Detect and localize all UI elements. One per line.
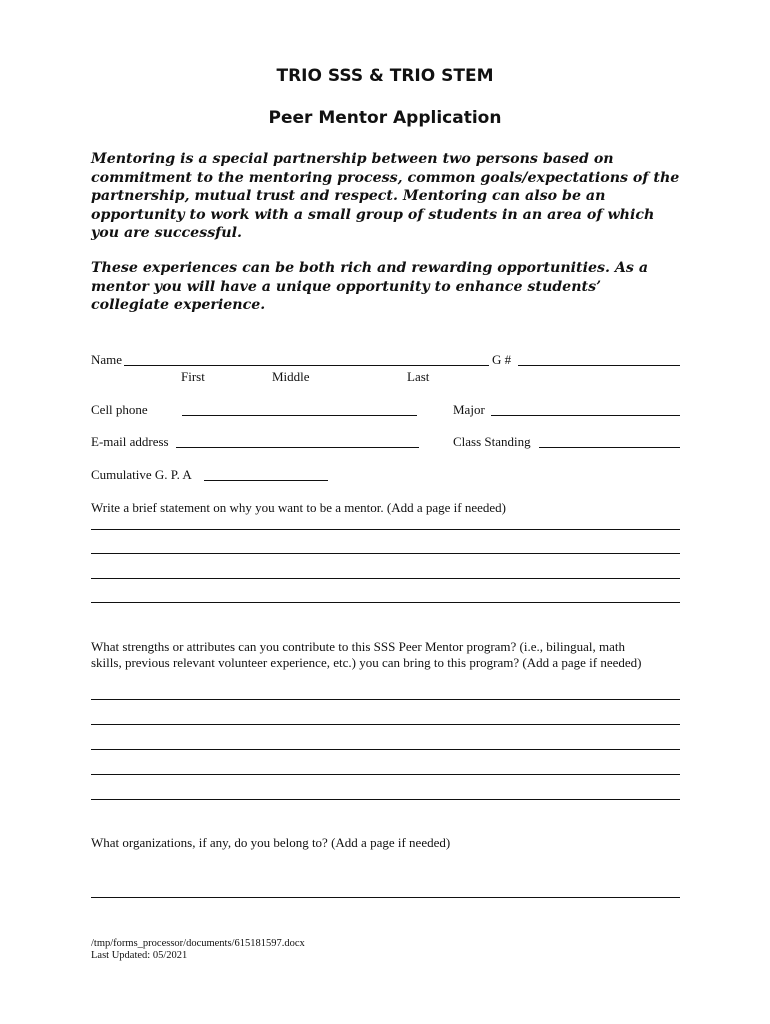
cell-phone-field[interactable] xyxy=(184,399,415,415)
answer-line[interactable] xyxy=(91,699,680,700)
name-label: Name xyxy=(91,352,123,367)
intro-paragraph-2: These experiences can be both rich and rewarding opportunities. As a mentor you will have a unique opportunity to enhance students’ collegiate experience. xyxy=(91,260,649,314)
answer-line[interactable] xyxy=(91,553,680,554)
gnumber-label: G # xyxy=(492,352,512,367)
gpa-label: Cumulative G. P. A xyxy=(91,467,192,482)
footer-last-updated: Last Updated: 05/2021 xyxy=(91,950,188,961)
cell-phone-label: Cell phone xyxy=(91,402,148,417)
answer-line[interactable] xyxy=(91,749,680,750)
answer-line[interactable] xyxy=(91,724,680,725)
question-strengths-line-1: What strengths or attributes can you contribute to this SSS Peer Mentor program? (i.e., bilingual, math xyxy=(91,639,625,654)
question-why-mentor: Write a brief statement on why you want to be a mentor. (Add a page if needed) xyxy=(91,500,506,515)
last-name-caption: Last xyxy=(407,369,430,384)
gpa-field[interactable] xyxy=(206,464,326,480)
answer-line[interactable] xyxy=(91,529,680,530)
answer-line[interactable] xyxy=(91,774,680,775)
footer-file-path: /tmp/forms_processor/documents/615181597.docx xyxy=(91,938,305,949)
question-organizations: What organizations, if any, do you belong to? (Add a page if needed) xyxy=(91,835,451,850)
answer-line[interactable] xyxy=(91,602,680,603)
name-field[interactable] xyxy=(126,349,487,365)
cell-phone-underline xyxy=(182,415,417,416)
form-subtitle: Peer Mentor Application xyxy=(268,108,502,128)
first-name-caption: First xyxy=(181,369,205,384)
name-underline xyxy=(124,365,489,366)
email-underline xyxy=(176,447,419,448)
email-label: E-mail address xyxy=(91,434,169,449)
major-field[interactable] xyxy=(493,399,678,415)
intro-paragraph-1: Mentoring is a special partnership between two persons based on commitment to the mentoring process, common goals/expectations of the partnership, mutual trust and respect. Mentoring can also be an opportunity to work with a small group of students in an area of which you are successful. xyxy=(91,151,680,242)
major-underline xyxy=(491,415,680,416)
answer-line[interactable] xyxy=(91,578,680,579)
gnumber-field[interactable] xyxy=(520,349,678,365)
question-strengths-line-2: skills, previous relevant volunteer experience, etc.) you can bring to this program? (Add a page if needed) xyxy=(91,655,642,670)
gpa-underline xyxy=(204,480,328,481)
middle-name-caption: Middle xyxy=(272,369,310,384)
major-label: Major xyxy=(453,402,485,417)
answer-line[interactable] xyxy=(91,897,680,898)
gnumber-underline xyxy=(518,365,680,366)
class-standing-underline xyxy=(539,447,680,448)
class-standing-field[interactable] xyxy=(541,431,678,447)
form-title: TRIO SSS & TRIO STEM xyxy=(276,66,494,86)
answer-line[interactable] xyxy=(91,799,680,800)
email-field[interactable] xyxy=(178,431,417,447)
class-standing-label: Class Standing xyxy=(453,434,531,449)
